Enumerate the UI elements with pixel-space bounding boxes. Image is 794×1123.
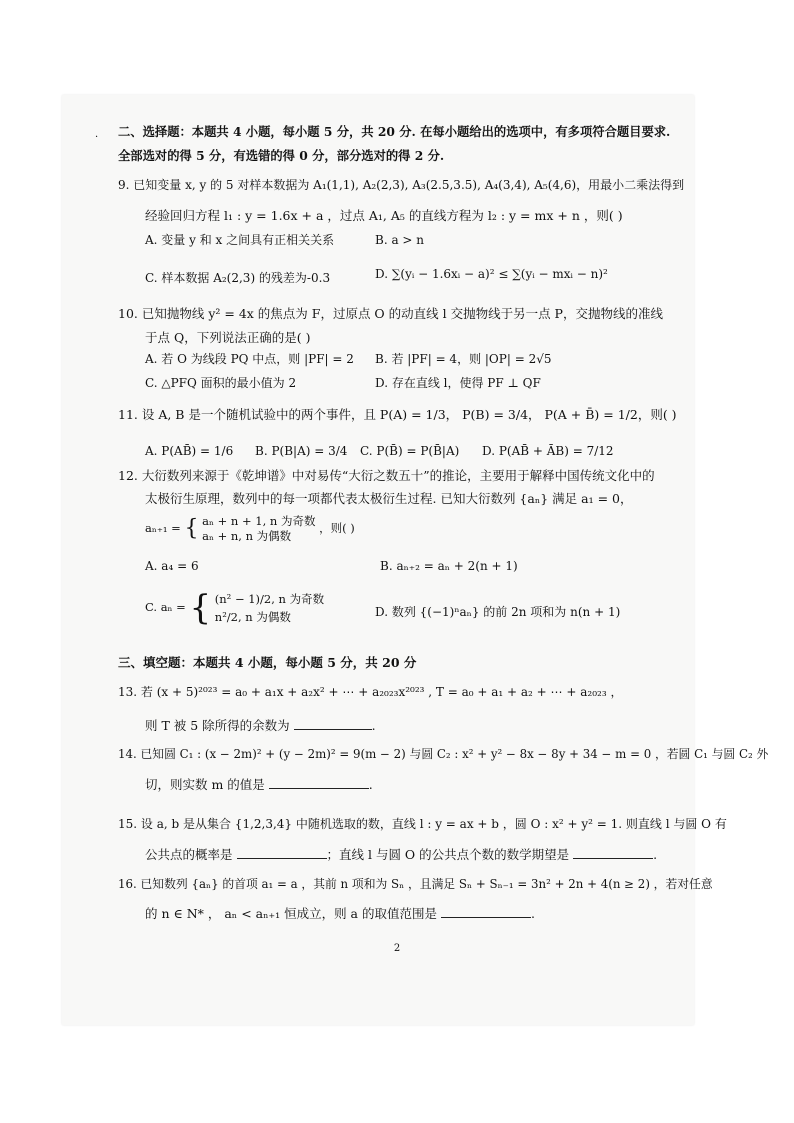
q9-option-b: B. a > n xyxy=(375,233,425,247)
q9-option-d: D. ∑(yᵢ − 1.6xᵢ − a)² ≤ ∑(yᵢ − mxᵢ − n)² xyxy=(375,267,608,281)
q9-stem-line-1: 9. 已知变量 x, y 的 5 对样本数据为 A₁(1,1), A₂(2,3), A₃(2.5,3.5), A₄(3,4), A₅(4,6)，用最小二乘法得到 xyxy=(118,178,685,192)
q12-stem-line-2: 太极衍生原理，数列中的每一项都代表太极衍生过程. 已知大衍数列 {aₙ} 满足 a₁ = 0， xyxy=(145,491,633,506)
q15-stem-line-2 xyxy=(145,846,657,864)
q12-option-c xyxy=(145,590,324,626)
q12-option-c-cases xyxy=(215,590,324,626)
q12-option-c-case-even: n²/2, n 为偶数 xyxy=(214,610,291,624)
q16-answer-blank[interactable] xyxy=(441,905,531,918)
q13-stem-line-1: 13. 若 (x + 5)²⁰²³ = a₀ + a₁x + a₂x² + ⋯ + a₂₀₂₃x²⁰²³ , T = a₀ + a₁ + a₂ + ⋯ + a₂₀₂₃ ， xyxy=(118,685,623,699)
q13-stem-line-2 xyxy=(145,717,376,735)
q16-stem-line-1: 16. 已知数列 {aₙ} 的首项 a₁ = a ，其前 n 项和为 Sₙ ，且满足 Sₙ + Sₙ₋₁ = 3n² + 2n + 4(n ≥ 2) ，若对任意 xyxy=(118,877,713,891)
q10-stem-line-2: 于点 Q，下列说法正确的是( ) xyxy=(145,330,311,345)
q11-option-c: C. P(B̄) = P(B̄|A) xyxy=(360,444,460,458)
section-3-header: 三、填空题：本题共 4 小题，每小题 5 分，共 20 分 xyxy=(118,655,417,670)
q13-prompt: 则 T 被 5 除所得的余数为 xyxy=(145,718,290,733)
q10-option-d: D. 存在直线 l，使得 PF ⊥ QF xyxy=(375,376,541,390)
q12-recurrence-cases xyxy=(202,514,315,544)
q15-expectation-blank[interactable] xyxy=(573,846,653,859)
q9-stem-line-2: 经验回归方程 l₁ : y = 1.6x + a ，过点 A₁, A₅ 的直线方程为 l₂ : y = mx + n ，则( ) xyxy=(145,208,623,223)
q15-probability-blank[interactable] xyxy=(237,846,327,859)
q12-recurrence-case-even: aₙ + n, n 为偶数 xyxy=(202,529,292,543)
q11-option-a: A. P(AB̄) = 1/6 xyxy=(145,444,234,458)
q14-stem-line-1: 14. 已知圆 C₁ : (x − 2m)² + (y − 2m)² = 9(m − 2) 与圆 C₂ : x² + y² − 8x − 8y + 34 − m = 0 ，若圆 C₁ 与圆 C₂ 外 xyxy=(118,747,769,761)
q16-stem-line-2 xyxy=(145,905,535,923)
page-number: 2 xyxy=(393,943,401,954)
brace-symbol: { xyxy=(184,516,199,541)
q14-period: . xyxy=(368,777,373,792)
q15-prompt-expectation: ；直线 l 与圆 O 的公共点个数的数学期望是 xyxy=(326,847,570,862)
section-2-header-line-2: 全部选对的得 5 分，有选错的得 0 分，部分选对的得 2 分. xyxy=(118,148,445,163)
q10-option-c: C. △PFQ 面积的最小值为 2 xyxy=(145,376,297,390)
q10-stem-line-1: 10. 已知抛物线 y² = 4x 的焦点为 F，过原点 O 的动直线 l 交抛物线于另一点 P，交抛物线的准线 xyxy=(118,306,663,321)
q15-prompt-probability: 公共点的概率是 xyxy=(145,847,233,862)
q16-period: . xyxy=(530,906,535,921)
q12-recurrence-case-odd: aₙ + n + 1, n 为奇数 xyxy=(202,514,316,528)
q14-prompt: 切，则实数 m 的值是 xyxy=(145,777,265,792)
scan-mark: · xyxy=(95,132,99,143)
q9-option-a: A. 变量 y 和 x 之间具有正相关关系 xyxy=(145,233,335,247)
q11-option-b: B. P(B|A) = 3/4 xyxy=(255,444,348,458)
q12-option-c-lhs: C. aₙ = xyxy=(145,600,186,614)
q13-answer-blank[interactable] xyxy=(294,717,372,730)
q12-recurrence-lhs: aₙ₊₁ = xyxy=(145,521,181,535)
q12-stem-line-1: 12. 大衍数列来源于《乾坤谱》中对易传“大衍之数五十”的推论，主要用于解释中国传统文化中的 xyxy=(118,468,655,483)
brace-symbol: { xyxy=(189,588,212,628)
q11-stem: 11. 设 A, B 是一个随机试验中的两个事件，且 P(A) = 1/3， P(B) = 3/4， P(A + B̄) = 1/2，则( ) xyxy=(118,407,677,422)
section-2-header-line-1: 二、选择题：本题共 4 小题，每小题 5 分，共 20 分. 在每小题给出的选项中，有多项符合题目要求. xyxy=(118,124,671,139)
q11-option-d: D. P(AB̄ + ĀB) = 7/12 xyxy=(482,444,614,458)
q15-stem-line-1: 15. 设 a, b 是从集合 {1,2,3,4} 中随机选取的数，直线 l : y = ax + b ，圆 O : x² + y² = 1. 则直线 l 与圆 O 有 xyxy=(118,817,727,831)
q10-option-a: A. 若 O 为线段 PQ 中点，则 |PF| = 2 xyxy=(145,352,354,366)
q12-option-c-case-odd: (n² − 1)/2, n 为奇数 xyxy=(214,592,325,606)
q16-prompt: 的 n ∈ N* ， aₙ < aₙ₊₁ 恒成立，则 a 的取值范围是 xyxy=(145,906,437,921)
q9-option-c: C. 样本数据 A₂(2,3) 的残差为-0.3 xyxy=(145,271,331,285)
q12-option-b: B. aₙ₊₂ = aₙ + 2(n + 1) xyxy=(380,559,518,573)
q12-recurrence xyxy=(145,514,355,544)
q12-option-d: D. 数列 {(−1)ⁿaₙ} 的前 2n 项和为 n(n + 1) xyxy=(375,605,621,619)
q10-option-b: B. 若 |PF| = 4，则 |OP| = 2√5 xyxy=(375,352,552,366)
q12-recurrence-tail: ，则( ) xyxy=(319,521,355,535)
q13-period: . xyxy=(371,718,376,733)
q12-option-a: A. a₄ = 6 xyxy=(145,559,199,573)
q14-stem-line-2 xyxy=(145,776,373,794)
q15-period: . xyxy=(653,847,658,862)
q14-answer-blank[interactable] xyxy=(269,776,369,789)
